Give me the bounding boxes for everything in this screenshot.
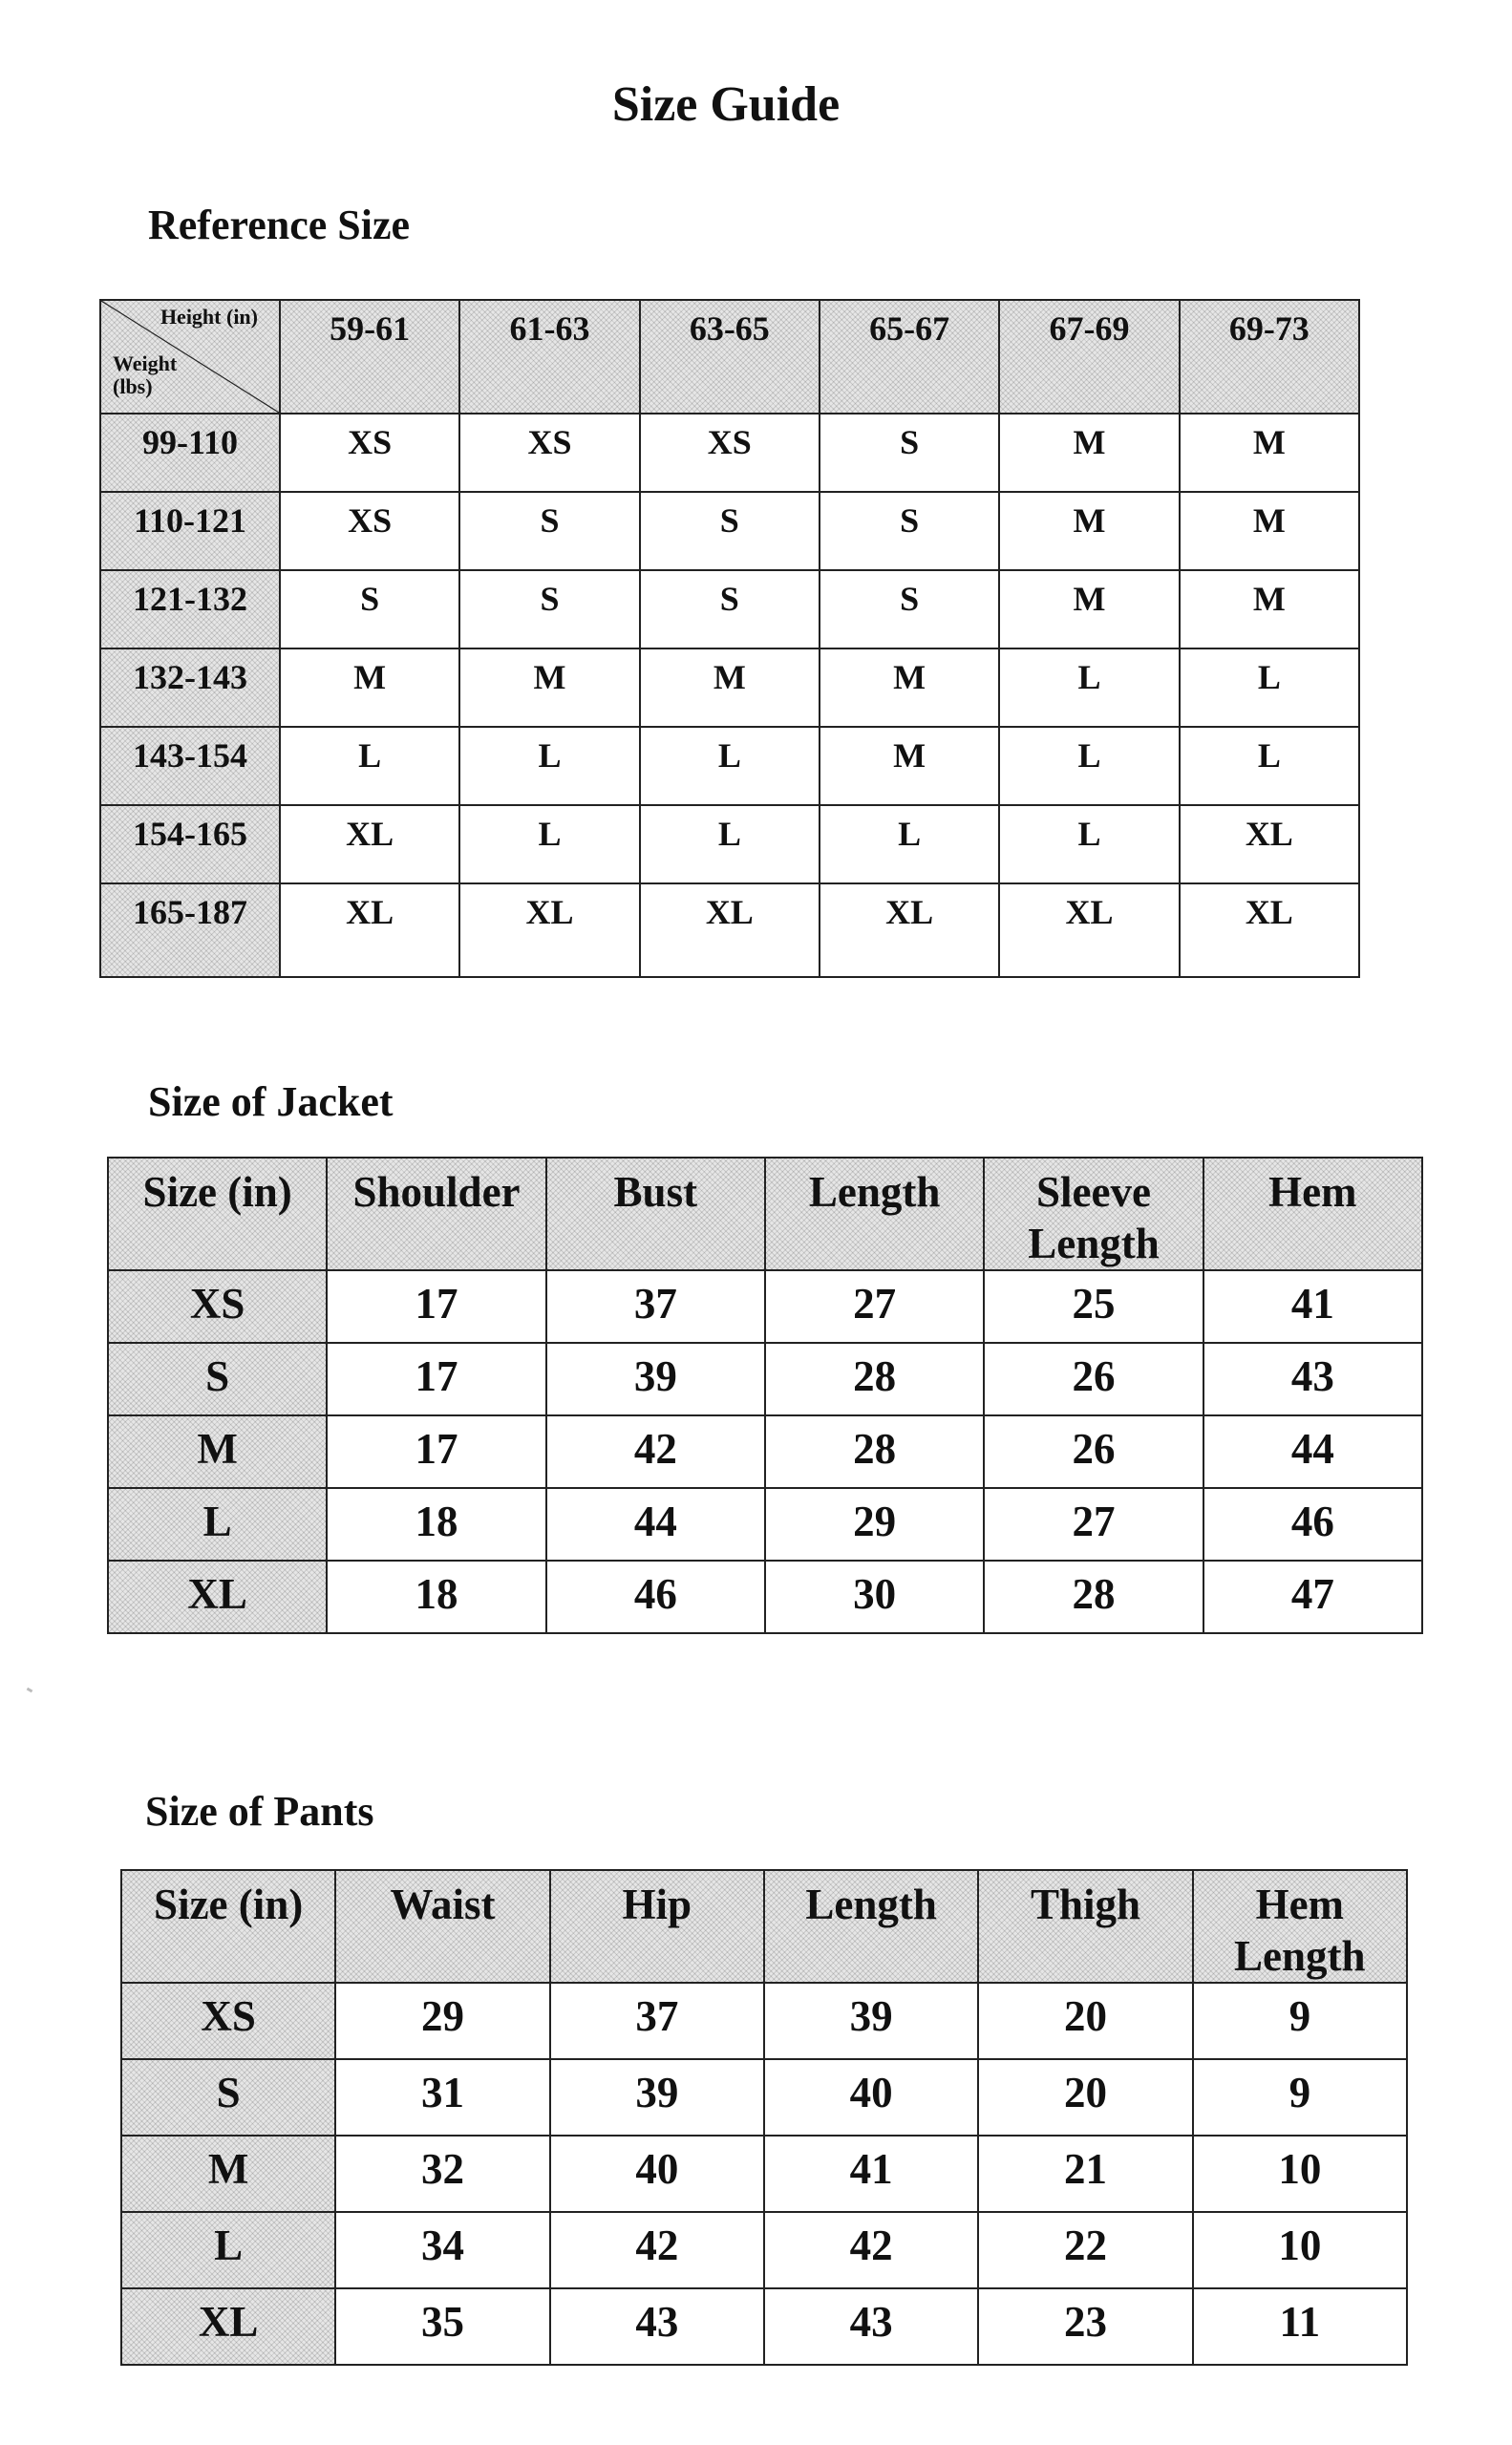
measurement-cell: 43 [764, 2288, 978, 2365]
size-cell: M [459, 648, 639, 727]
measurement-cell: 42 [546, 1415, 765, 1488]
weight-axis-label: Weight (lbs) [113, 351, 178, 398]
column-header: Hem [1203, 1158, 1422, 1270]
measurement-cell: 39 [546, 1343, 765, 1415]
size-label-cell: M [108, 1415, 327, 1488]
size-cell: S [820, 414, 999, 492]
size-label-cell: XL [121, 2288, 335, 2365]
table-row [121, 2212, 1407, 2288]
weight-range-cell: 165-187 [100, 883, 280, 977]
table-row [108, 1270, 1422, 1343]
height-range-header: 59-61 [280, 300, 459, 414]
page-title: Size Guide [611, 77, 841, 132]
measurement-cell: 42 [764, 2212, 978, 2288]
size-cell: L [640, 727, 820, 805]
reference-size-heading: Reference Size [148, 202, 411, 248]
size-cell: L [459, 805, 639, 883]
measurement-cell: 20 [978, 1983, 1192, 2059]
size-cell: S [640, 570, 820, 648]
column-header: Hem Length [1193, 1870, 1407, 1983]
measurement-cell: 47 [1203, 1561, 1422, 1633]
measurement-cell: 18 [327, 1488, 545, 1561]
size-cell: XL [640, 883, 820, 977]
size-cell: S [820, 492, 999, 570]
size-cell: M [1180, 492, 1359, 570]
reference-size-table [99, 299, 1360, 978]
column-header: Bust [546, 1158, 765, 1270]
jacket-size-table [107, 1157, 1423, 1634]
measurement-cell: 31 [335, 2059, 549, 2136]
measurement-cell: 29 [335, 1983, 549, 2059]
size-cell: M [280, 648, 459, 727]
measurement-cell: 20 [978, 2059, 1192, 2136]
table-row [121, 2288, 1407, 2365]
height-range-header: 67-69 [999, 300, 1179, 414]
reference-corner-cell [100, 300, 280, 414]
measurement-cell: 11 [1193, 2288, 1407, 2365]
measurement-cell: 23 [978, 2288, 1192, 2365]
measurement-cell: 28 [765, 1343, 984, 1415]
size-cell: M [999, 492, 1179, 570]
size-cell: M [640, 648, 820, 727]
size-label-cell: L [121, 2212, 335, 2288]
measurement-cell: 22 [978, 2212, 1192, 2288]
column-header: Thigh [978, 1870, 1192, 1983]
measurement-cell: 46 [1203, 1488, 1422, 1561]
column-header: Size (in) [121, 1870, 335, 1983]
table-row [100, 883, 1359, 977]
measurement-cell: 34 [335, 2212, 549, 2288]
measurement-cell: 37 [546, 1270, 765, 1343]
stray-mark [27, 1688, 33, 1693]
size-cell: M [820, 727, 999, 805]
table-row [121, 2059, 1407, 2136]
height-range-header: 61-63 [459, 300, 639, 414]
table-row [100, 570, 1359, 648]
size-label-cell: M [121, 2136, 335, 2212]
weight-range-cell: 154-165 [100, 805, 280, 883]
measurement-cell: 21 [978, 2136, 1192, 2212]
measurement-cell: 30 [765, 1561, 984, 1633]
size-cell: XS [280, 414, 459, 492]
size-cell: L [280, 727, 459, 805]
size-cell: S [459, 570, 639, 648]
measurement-cell: 39 [550, 2059, 764, 2136]
measurement-cell: 25 [984, 1270, 1203, 1343]
measurement-cell: 46 [546, 1561, 765, 1633]
weight-range-cell: 132-143 [100, 648, 280, 727]
size-cell: M [1180, 570, 1359, 648]
measurement-cell: 18 [327, 1561, 545, 1633]
measurement-cell: 29 [765, 1488, 984, 1561]
table-row [121, 2136, 1407, 2212]
size-label-cell: L [108, 1488, 327, 1561]
size-cell: XL [280, 883, 459, 977]
size-cell: M [820, 648, 999, 727]
pants-size-heading: Size of Pants [145, 1788, 374, 1835]
size-cell: XL [1180, 805, 1359, 883]
size-cell: XL [459, 883, 639, 977]
measurement-cell: 44 [546, 1488, 765, 1561]
measurement-cell: 35 [335, 2288, 549, 2365]
height-range-header: 65-67 [820, 300, 999, 414]
table-row [108, 1415, 1422, 1488]
size-cell: XL [1180, 883, 1359, 977]
size-cell: L [459, 727, 639, 805]
size-cell: L [999, 648, 1179, 727]
column-header: Hip [550, 1870, 764, 1983]
size-cell: S [640, 492, 820, 570]
size-cell: XL [820, 883, 999, 977]
size-cell: L [999, 805, 1179, 883]
size-label-cell: XS [121, 1983, 335, 2059]
table-row [100, 648, 1359, 727]
measurement-cell: 26 [984, 1343, 1203, 1415]
measurement-cell: 26 [984, 1415, 1203, 1488]
measurement-cell: 42 [550, 2212, 764, 2288]
size-cell: S [820, 570, 999, 648]
measurement-cell: 9 [1193, 2059, 1407, 2136]
weight-range-cell: 121-132 [100, 570, 280, 648]
weight-range-cell: 143-154 [100, 727, 280, 805]
size-cell: L [640, 805, 820, 883]
pants-header-row [121, 1870, 1407, 1983]
measurement-cell: 10 [1193, 2212, 1407, 2288]
table-row [108, 1488, 1422, 1561]
measurement-cell: 27 [765, 1270, 984, 1343]
measurement-cell: 17 [327, 1415, 545, 1488]
measurement-cell: 28 [765, 1415, 984, 1488]
column-header: Waist [335, 1870, 549, 1983]
measurement-cell: 37 [550, 1983, 764, 2059]
height-range-header: 69-73 [1180, 300, 1359, 414]
jacket-header-row [108, 1158, 1422, 1270]
size-cell: M [1180, 414, 1359, 492]
measurement-cell: 10 [1193, 2136, 1407, 2212]
measurement-cell: 40 [550, 2136, 764, 2212]
measurement-cell: 43 [1203, 1343, 1422, 1415]
weight-range-cell: 99-110 [100, 414, 280, 492]
column-header: Sleeve Length [984, 1158, 1203, 1270]
size-cell: XS [640, 414, 820, 492]
size-label-cell: S [121, 2059, 335, 2136]
table-row [100, 805, 1359, 883]
measurement-cell: 32 [335, 2136, 549, 2212]
size-cell: XL [999, 883, 1179, 977]
measurement-cell: 17 [327, 1270, 545, 1343]
measurement-cell: 28 [984, 1561, 1203, 1633]
height-axis-label: Height (in) [160, 305, 258, 329]
size-label-cell: XS [108, 1270, 327, 1343]
column-header: Length [764, 1870, 978, 1983]
size-label-cell: XL [108, 1561, 327, 1633]
table-row [108, 1561, 1422, 1633]
size-cell: XS [459, 414, 639, 492]
measurement-cell: 27 [984, 1488, 1203, 1561]
column-header: Shoulder [327, 1158, 545, 1270]
size-cell: L [820, 805, 999, 883]
height-range-header: 63-65 [640, 300, 820, 414]
size-cell: XL [280, 805, 459, 883]
table-row [108, 1343, 1422, 1415]
measurement-cell: 43 [550, 2288, 764, 2365]
size-cell: M [999, 570, 1179, 648]
column-header: Length [765, 1158, 984, 1270]
measurement-cell: 41 [1203, 1270, 1422, 1343]
table-row [100, 727, 1359, 805]
measurement-cell: 40 [764, 2059, 978, 2136]
pants-size-table [120, 1869, 1408, 2366]
measurement-cell: 41 [764, 2136, 978, 2212]
table-row [100, 414, 1359, 492]
size-cell: S [459, 492, 639, 570]
measurement-cell: 39 [764, 1983, 978, 2059]
weight-range-cell: 110-121 [100, 492, 280, 570]
size-cell: L [1180, 727, 1359, 805]
table-row [121, 1983, 1407, 2059]
size-label-cell: S [108, 1343, 327, 1415]
size-cell: XS [280, 492, 459, 570]
jacket-size-heading: Size of Jacket [148, 1078, 394, 1125]
measurement-cell: 44 [1203, 1415, 1422, 1488]
size-cell: S [280, 570, 459, 648]
measurement-cell: 9 [1193, 1983, 1407, 2059]
table-row [100, 492, 1359, 570]
size-cell: M [999, 414, 1179, 492]
measurement-cell: 17 [327, 1343, 545, 1415]
column-header: Size (in) [108, 1158, 327, 1270]
size-cell: L [1180, 648, 1359, 727]
reference-header-row [100, 300, 1359, 414]
size-cell: L [999, 727, 1179, 805]
